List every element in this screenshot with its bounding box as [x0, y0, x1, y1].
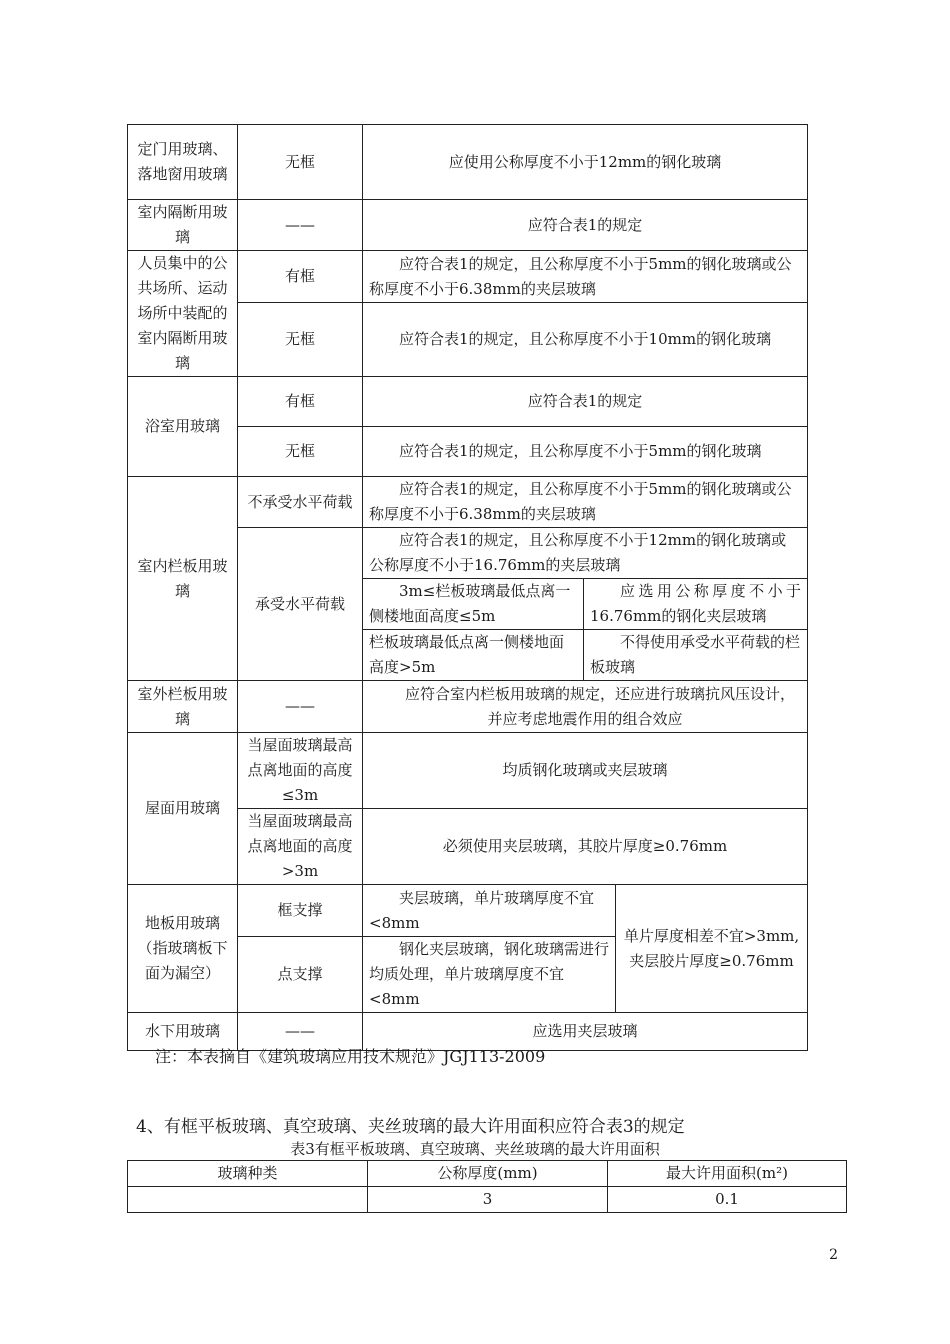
requirement-cell: 应使用公称厚度不小于12mm的钢化玻璃: [363, 125, 808, 200]
glass-type-cell: 地板用玻璃（指玻璃板下面为漏空）: [128, 885, 238, 1013]
requirement-cell: 应符合表1的规定，且公称厚度不小于10mm的钢化玻璃: [363, 303, 808, 377]
table-row: [128, 477, 808, 528]
section-heading: 4、有框平板玻璃、真空玻璃、夹丝玻璃的最大许用面积应符合表3的规定: [136, 1117, 685, 1137]
condition-cell: 无框: [238, 303, 363, 377]
note-cell: 单片厚度相差不宜>3mm,夹层胶片厚度≥0.76mm: [616, 885, 808, 1013]
condition-cell: 无框: [238, 427, 363, 477]
table-caption: 表3有框平板玻璃、真空玻璃、夹丝玻璃的最大许用面积: [290, 1140, 660, 1158]
requirement-cell: 应符合表1的规定，且公称厚度不小于12mm的钢化玻璃或公称厚度不小于16.76mm的夹层玻璃: [363, 528, 808, 579]
requirement-cell: 应符合表1的规定，且公称厚度不小于5mm的钢化玻璃或公称厚度不小于6.38mm的夹层玻璃: [363, 251, 808, 303]
table-note: 注：本表摘自《建筑玻璃应用技术规范》JGJ113-2009: [155, 1047, 546, 1066]
table-row: [128, 251, 808, 303]
condition-cell: 框支撑: [238, 885, 363, 937]
condition-cell: 点支撑: [238, 937, 363, 1013]
requirement-cell: 应符合表1的规定，且公称厚度不小于5mm的钢化玻璃或公称厚度不小于6.38mm的夹层玻璃: [363, 477, 808, 528]
sub-condition-cell: 3m≤栏板玻璃最低点离一侧楼地面高度≤5m: [363, 579, 584, 630]
requirement-cell: 应选用夹层玻璃: [363, 1013, 808, 1051]
glass-type-cell: 室外栏板用玻璃: [128, 681, 238, 733]
condition-cell: 无框: [238, 125, 363, 200]
condition-cell: 承受水平荷载: [238, 528, 363, 681]
glass-type-cell: 定门用玻璃、落地窗用玻璃: [128, 125, 238, 200]
glass-type-cell: 室内栏板用玻璃: [128, 477, 238, 681]
table-row: [128, 125, 808, 200]
glass-type-cell: 室内隔断用玻璃: [128, 200, 238, 251]
condition-cell: ——: [238, 681, 363, 733]
table-cell: [128, 1187, 368, 1213]
table-header-row: [128, 1161, 847, 1187]
condition-cell: 当屋面玻璃最高点离地面的高度>3m: [238, 809, 363, 885]
sub-requirement-cell: 应选用公称厚度不小于16.76mm的钢化夹层玻璃: [584, 579, 808, 630]
glass-type-cell: 水下用玻璃: [128, 1013, 238, 1051]
glass-type-cell: 屋面用玻璃: [128, 733, 238, 885]
requirement-cell: 必须使用夹层玻璃，其胶片厚度≥0.76mm: [363, 809, 808, 885]
table-row: [128, 200, 808, 251]
max-area-table: [127, 1160, 847, 1213]
requirement-cell: 应符合室内栏板用玻璃的规定，还应进行玻璃抗风压设计，并应考虑地震作用的组合效应: [363, 681, 808, 733]
requirement-cell: 应符合表1的规定，且公称厚度不小于5mm的钢化玻璃: [363, 427, 808, 477]
glass-type-cell: 人员集中的公共场所、运动场所中装配的室内隔断用玻璃: [128, 251, 238, 377]
condition-cell: ——: [238, 200, 363, 251]
condition-cell: ——: [238, 1013, 363, 1051]
column-header: 玻璃种类: [128, 1161, 368, 1187]
condition-cell: 不承受水平荷载: [238, 477, 363, 528]
table-cell: 3: [368, 1187, 608, 1213]
table-row: [128, 733, 808, 809]
requirement-cell: 应符合表1的规定: [363, 377, 808, 427]
table-row: [128, 885, 808, 937]
glass-requirements-table: [127, 124, 808, 1051]
requirement-cell: 应符合表1的规定: [363, 200, 808, 251]
condition-cell: 有框: [238, 377, 363, 427]
requirement-cell: 均质钢化玻璃或夹层玻璃: [363, 733, 808, 809]
sub-requirement-cell: 不得使用承受水平荷载的栏板玻璃: [584, 630, 808, 681]
sub-condition-cell: 栏板玻璃最低点离一侧楼地面高度>5m: [363, 630, 584, 681]
table-cell: 0.1: [608, 1187, 847, 1213]
table-row: [128, 681, 808, 733]
table-row: [128, 1187, 847, 1213]
column-header: 最大许用面积(m²): [608, 1161, 847, 1187]
page-number: 2: [829, 1247, 838, 1263]
condition-cell: 有框: [238, 251, 363, 303]
requirement-cell: 钢化夹层玻璃，钢化玻璃需进行均质处理，单片玻璃厚度不宜<8mm: [363, 937, 616, 1013]
column-header: 公称厚度(mm): [368, 1161, 608, 1187]
table-row: [128, 377, 808, 427]
requirement-cell: 夹层玻璃，单片玻璃厚度不宜<8mm: [363, 885, 616, 937]
glass-type-cell: 浴室用玻璃: [128, 377, 238, 477]
condition-cell: 当屋面玻璃最高点离地面的高度≤3m: [238, 733, 363, 809]
